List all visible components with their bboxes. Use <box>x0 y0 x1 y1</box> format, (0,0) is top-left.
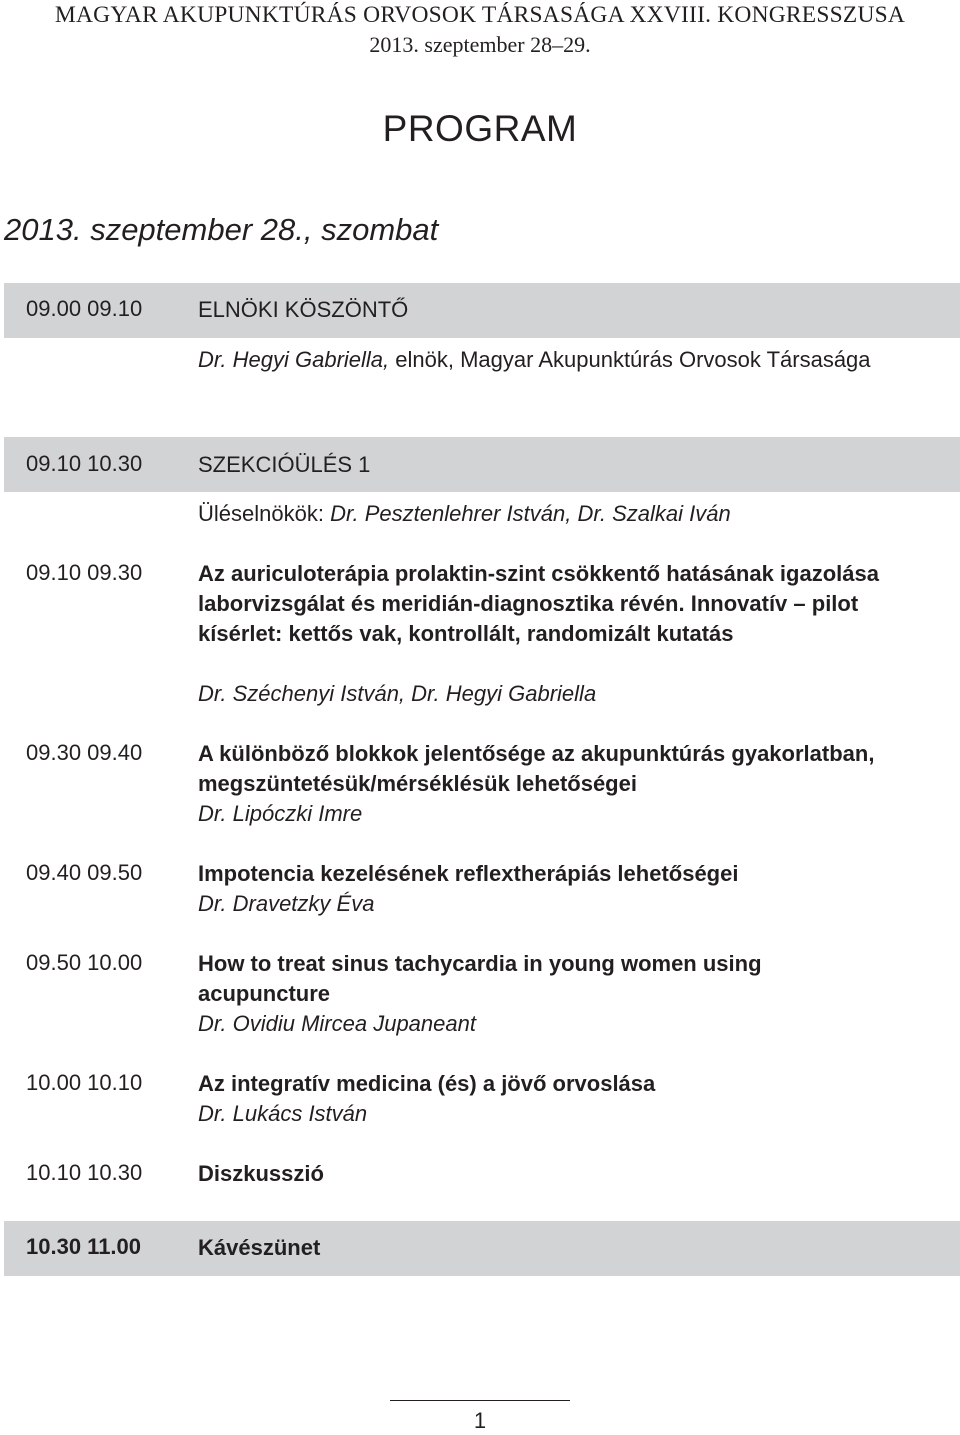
section1-chairs <box>198 499 938 529</box>
talk-speaker: Dr. Dravetzky Éva <box>198 891 375 916</box>
talk-time: 09.50 10.00 <box>26 950 143 975</box>
footer-rule <box>390 1400 570 1401</box>
talk-title: Az auriculoterápia prolaktin-szint csökkentő hatásának igazolása laborvizsgálat és meridián-diagnosztika révén. Innovatív – pilot kísérlet: kettős vak, kontrollált, randomizált kutatás <box>198 561 879 646</box>
talk-speaker: Dr. Lipóczki Imre <box>198 801 363 826</box>
section1-time: 09.10 10.30 <box>26 451 143 476</box>
opening-title: ELNÖKI KÖSZÖNTŐ <box>198 297 409 322</box>
discussion-title: Diszkusszió <box>198 1161 324 1186</box>
chairs-label: Üléselnökök: <box>198 501 331 526</box>
opening-speaker <box>198 345 898 375</box>
congress-dates: 2013. szeptember 28–29. <box>369 32 591 57</box>
talk-title: Az integratív medicina (és) a jövő orvoslása <box>198 1071 656 1096</box>
talk-time: 09.40 09.50 <box>26 860 143 885</box>
talk-time: 09.10 09.30 <box>26 560 143 585</box>
chairs-names: Dr. Pesztenlehrer István, Dr. Szalkai Iván <box>330 501 731 526</box>
talk-speaker: Dr. Lukács István <box>198 1101 368 1126</box>
page-number: 1 <box>473 1408 487 1433</box>
break-title: Kávészünet <box>198 1235 321 1260</box>
break-time: 10.30 11.00 <box>26 1234 142 1259</box>
congress-header: MAGYAR AKUPUNKTÚRÁS ORVOSOK TÁRSASÁGA XXVIII. KONGRESSZUSA <box>54 2 906 28</box>
talk-title: A különböző blokkok jelentősége az akupunktúrás gyakorlatban, megszüntetésük/mérséklésük lehetőségei <box>198 741 875 796</box>
talk-time: 10.00 10.10 <box>26 1070 143 1095</box>
talk-speaker: Dr. Ovidiu Mircea Jupaneant <box>198 1011 476 1036</box>
talk-title: How to treat sinus tachycardia in young women using acupuncture <box>198 951 762 1006</box>
opening-speaker-name: Dr. Hegyi Gabriella, <box>198 347 390 372</box>
opening-time: 09.00 09.10 <box>26 296 143 321</box>
section1-title: SZEKCIÓÜLÉS 1 <box>198 452 371 477</box>
discussion-time: 10.10 10.30 <box>26 1160 143 1185</box>
day-heading: 2013. szeptember 28., szombat <box>4 212 439 247</box>
opening-speaker-role: elnök, Magyar Akupunktúrás Orvosok Társasága <box>389 347 871 372</box>
page-title: PROGRAM <box>382 108 578 149</box>
talk-speaker: Dr. Széchenyi István, Dr. Hegyi Gabriella <box>198 681 597 706</box>
talk-title: Impotencia kezelésének reflextherápiás lehetőségei <box>198 861 739 886</box>
talk-time: 09.30 09.40 <box>26 740 143 765</box>
